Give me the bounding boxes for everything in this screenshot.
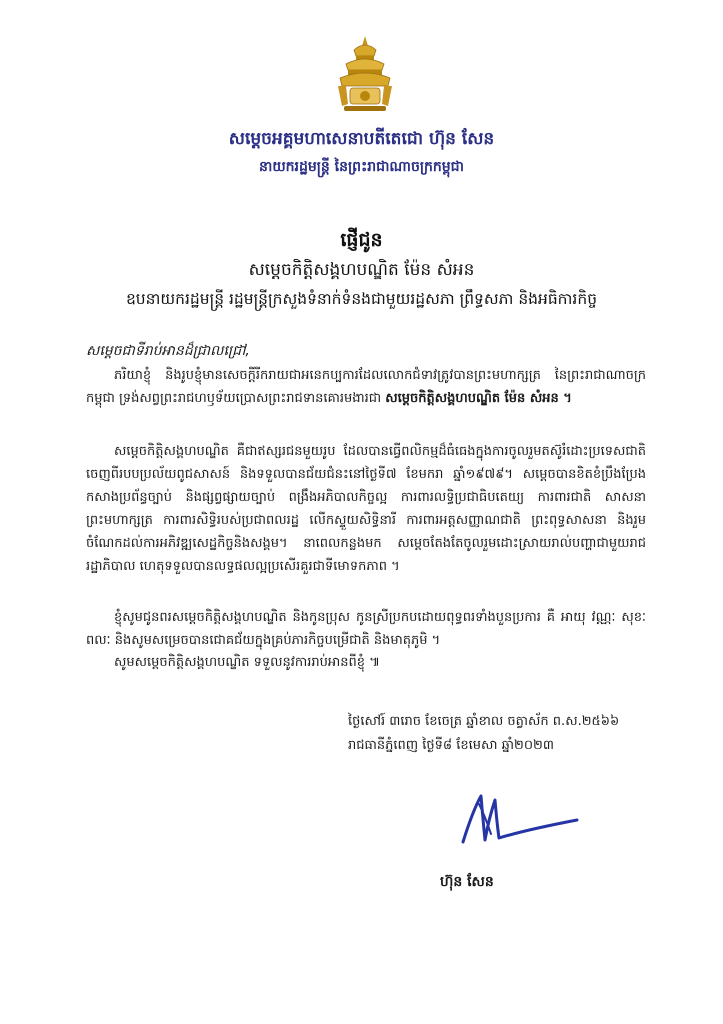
paragraph-3: ខ្ញុំសូមជូនពរសម្តេចកិត្តិសង្គហបណ្ឌិត និងកូនប្រុស កូនស្រីប្រកបដោយពុទ្ធពរទាំងបួនប្រការ គឺ អាយុ វណ្ណៈ សុខៈ ពលៈ និងសូមសម្រេចបានជោគជ័យក្នុងគ្រប់ភារកិច្ចបម្រើជាតិ និងមាតុភូមិ ។: [86, 610, 646, 648]
paragraph-1: [86, 364, 646, 410]
paragraph-2: សម្តេចកិត្តិសង្គហបណ្ឌិត គឺជាឥស្សរជនមួយរូប ដែលបានធ្វើពលិកម្មដ៏ធំធេងក្នុងការចូលរួមតស៊ូរំដោះប្រទេសជាតិចេញពីរបបប្រល័យពូជសាសន៍ និងទទួលបានជ័យជំនះនៅថ្ងៃទី៧ ខែមករា ឆ្នាំ១៩៧៩។ សម្តេចបានខិតខំប្រឹងប្រែងកសាងប្រព័ន្ធច្បាប់ និងផ្សព្វផ្សាយច្បាប់ ពង្រឹងអភិបាលកិច្ចល្អ ការពារលទ្ធិប្រជាធិបតេយ្យ ការពារជាតិ សាសនា ព្រះមហាក្សត្រ ការពារសិទ្ធិរបស់ប្រជាពលរដ្ឋ លើកស្ទួយសិទ្ធិនារី ការពារអត្តសញ្ញាណជាតិ ព្រះពុទ្ធសាសនា និងរួមចំណែកដល់ការអភិវឌ្ឍសេដ្ឋកិច្ចនិងសង្គម។ នាពេលកន្លងមក សម្តេចតែងតែចូលរួមដោះស្រាយរាល់បញ្ហាជាមួយរាជរដ្ឋាភិបាល ហេតុទទួលបានលទ្ធផលល្អប្រសើរគួរជាទីមោទកភាព ។: [86, 444, 646, 574]
recipient-position: ឧបនាយករដ្ឋមន្ត្រី រដ្ឋមន្ត្រីក្រសួងទំនាក់ទំនងជាមួយរដ្ឋសភា ព្រឹទ្ធសភា និងអធិការកិច្ច: [125, 290, 598, 308]
signer-name: ហ៊ុន សែន: [440, 874, 494, 890]
lunar-date: ថ្ងៃសៅរ៍ ៣រោច ខែចេត្រ ឆ្នាំខាល ចត្វាស័ក ព.ស.២៥៦៦: [348, 714, 620, 729]
signature-icon: [455, 790, 585, 860]
sender-title: សម្តេចអគ្គមហាសេនាបតីតេជោ ហ៊ុន សែន: [228, 129, 495, 149]
paragraph-4: សូមសម្តេចកិត្តិសង្គហបណ្ឌិត ទទួលនូវការរាប់អានពីខ្ញុំ ៕: [114, 655, 380, 670]
letter-heading: ផ្ញើជូន: [340, 229, 383, 251]
sender-position: នាយករដ្ឋមន្ត្រី នៃព្រះរាជាណាចក្រកម្ពុជា: [258, 159, 465, 175]
place-date: រាជធានីភ្នំពេញ ថ្ងៃទី៨ ខែមេសា ឆ្នាំ២០២៣: [348, 738, 555, 753]
salutation: សម្តេចជាទីរាប់អានដ៏ជ្រាលជ្រៅ,: [86, 343, 250, 359]
recipient-name: សម្តេចកិត្តិសង្គហបណ្ឌិត ម៉ែន សំអន: [248, 260, 475, 280]
paragraph-1-bold-title: សម្តេចកិត្តិសង្គហបណ្ឌិត ម៉ែន សំអន ។: [385, 391, 572, 406]
paragraph-1-text: ភរិយាខ្ញុំ និងរូបខ្ញុំមានសេចក្តីរីករាយជាអនេកប្បការដែលលោកជំទាវត្រូវបានព្រះមហាក្សត្រ នៃព្រះរាជាណាចក្រកម្ពុជា ទ្រង់សព្វព្រះរាជហឫទ័យប្រោសព្រះរាជទានគោរមងារជា: [86, 368, 646, 406]
royal-emblem-icon: [334, 34, 396, 114]
